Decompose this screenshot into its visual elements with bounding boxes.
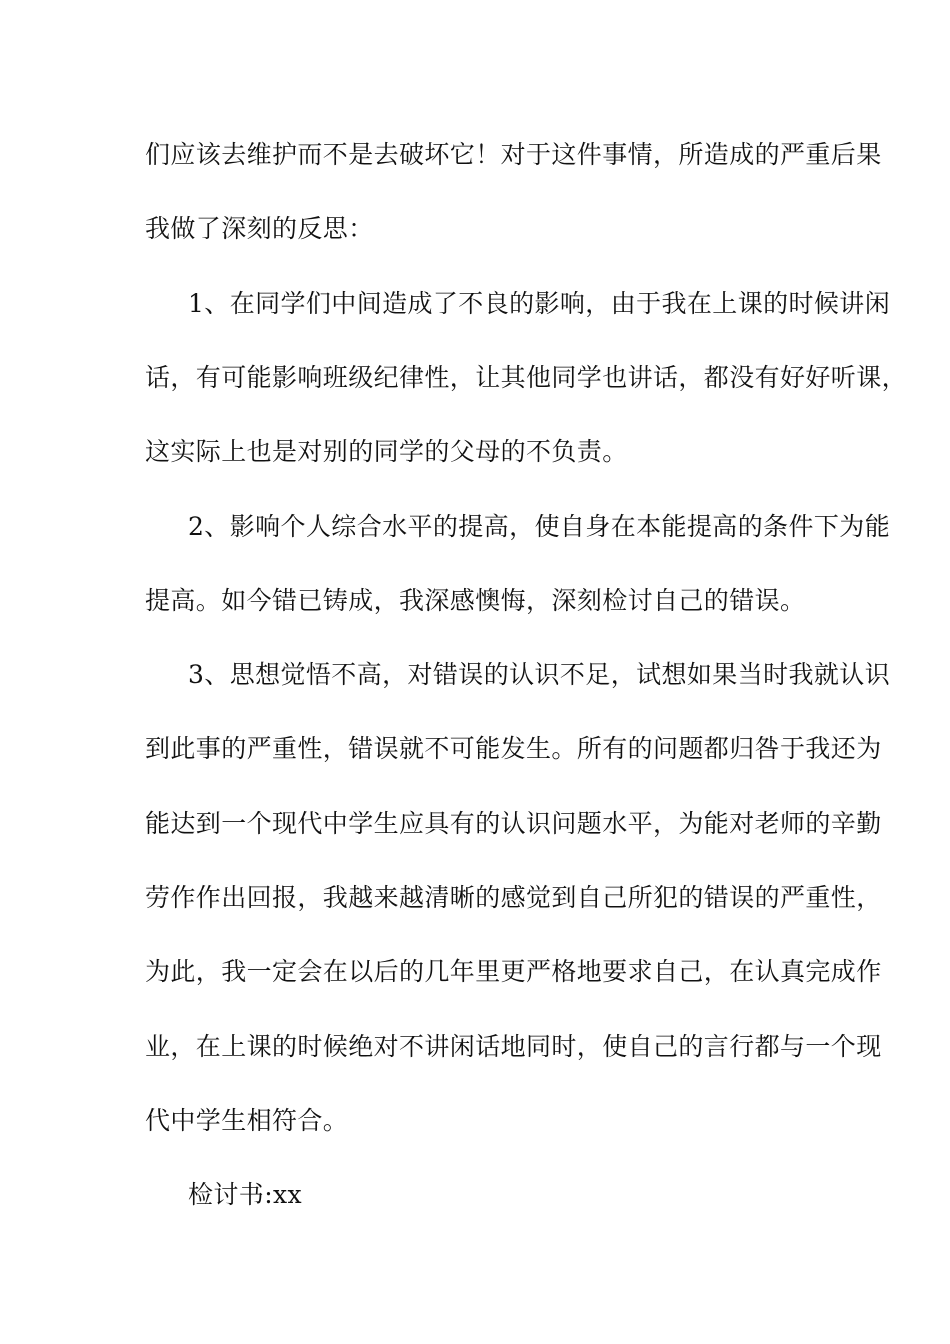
text-line-12: 为此，我一定会在以后的几年里更严格地要求自己，在认真完成作 [145,957,882,986]
text-line-9: 到此事的严重性，错误就不可能发生。所有的问题都归咎于我还为 [145,734,882,763]
text-line-10: 能达到一个现代中学生应具有的认识问题水平，为能对老师的辛勤 [145,809,882,838]
text-line-14: 代中学生相符合。 [145,1106,349,1135]
text-line-4: 话，有可能影响班级纪律性，让其他同学也讲话，都没有好好听课， [145,363,908,392]
text-line-7: 提高。如今错已铸成，我深感懊悔，深刻检讨自己的错误。 [145,586,806,615]
text-line-1: 们应该去维护而不是去破坏它！对于这件事情，所造成的严重后果 [145,140,882,169]
text-line-8: 3、思想觉悟不高，对错误的认识不足，试想如果当时我就认识 [188,660,891,689]
signature-line: 检讨书:xx [188,1180,303,1209]
text-line-3: 1、在同学们中间造成了不良的影响，由于我在上课的时候讲闲 [188,289,891,318]
text-line-11: 劳作作出回报，我越来越清晰的感觉到自己所犯的错误的严重性， [145,883,882,912]
text-line-5: 这实际上也是对别的同学的父母的不负责。 [145,437,628,466]
text-line-6: 2、影响个人综合水平的提高，使自身在本能提高的条件下为能 [188,512,891,541]
text-line-13: 业，在上课的时候绝对不讲闲话地同时，使自己的言行都与一个现 [145,1032,882,1061]
text-line-2: 我做了深刻的反思： [145,214,374,243]
